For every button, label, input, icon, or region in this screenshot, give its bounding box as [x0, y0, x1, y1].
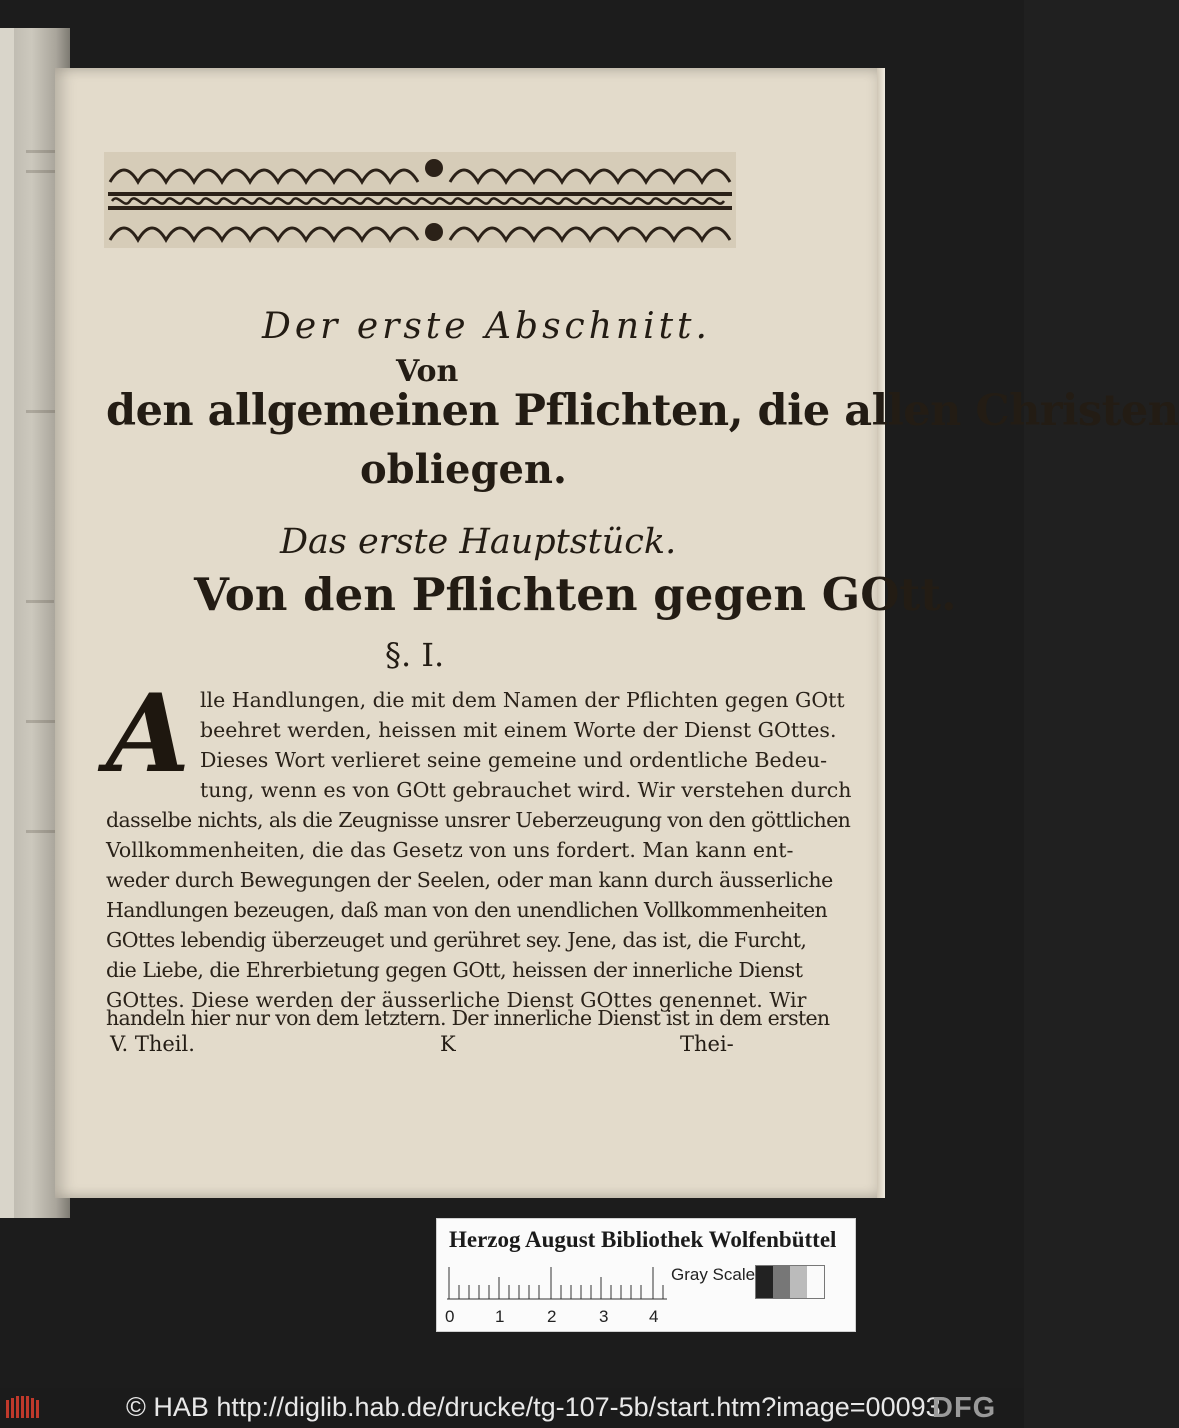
ruler-number: 0 [445, 1307, 455, 1326]
bleed-through-mark [26, 600, 54, 603]
signature-mark-volume: V. Theil. [110, 1032, 195, 1056]
drop-cap-initial: A [106, 671, 190, 797]
gray-scale-swatch [755, 1265, 825, 1299]
gray-scale-label: Gray Scale [671, 1265, 756, 1284]
heading-von: Von [396, 354, 459, 389]
page-edge [877, 68, 885, 1198]
body-line: Dieses Wort verlieret seine gemeine und ordentliche Bedeu- [200, 748, 828, 772]
body-line: weder durch Bewegungen der Seelen, oder man kann durch äusserliche [106, 868, 833, 892]
ruler-scale [447, 1263, 669, 1303]
signature-mark-letter: K [440, 1032, 456, 1056]
ruler-number: 4 [649, 1307, 659, 1326]
body-line: GOttes. Diese werden der äusserliche Dienst GOttes genennet. Wir [106, 988, 807, 1012]
body-line: GOttes lebendig überzeuget und gerühret sey. Jene, das ist, die Furcht, [106, 928, 807, 952]
ruler-number: 1 [495, 1307, 505, 1326]
ruler-number: 3 [599, 1307, 609, 1326]
hab-logo-icon [6, 1396, 42, 1420]
bleed-through-mark [26, 830, 56, 833]
chapter-title: Von den Pflichten gegen GOtt. [194, 568, 957, 621]
body-line: Handlungen bezeugen, daß man von den unendlichen Vollkommenheiten [106, 898, 828, 922]
adjacent-page-edge [0, 28, 14, 1218]
library-name: Herzog August Bibliothek Wolfenbüttel [449, 1227, 837, 1252]
body-line: dasselbe nichts, als die Zeugnisse unsrer Ueberzeugung von den göttlichen [106, 808, 851, 832]
main-heading-line-2: obliegen. [360, 446, 567, 493]
body-line: die Liebe, die Ehrerbietung gegen GOtt, heissen der innerliche Dienst [106, 958, 803, 982]
section-heading: Der erste Abschnitt. [262, 306, 711, 347]
dfg-logo: DFG [932, 1392, 997, 1424]
paragraph-mark: §. I. [385, 636, 445, 674]
decorative-ornament-band [104, 152, 736, 248]
ruler-number: 2 [547, 1307, 557, 1326]
library-label-card [436, 1218, 856, 1332]
catchword: Thei- [680, 1032, 734, 1056]
footer-bar [0, 1388, 1024, 1428]
body-line: tung, wenn es von GOtt gebrauchet wird. Wir verstehen durch [200, 778, 852, 802]
main-heading-line-1: den allgemeinen Pflichten, die allen Christen [106, 386, 1179, 436]
chapter-heading: Das erste Hauptstück. [280, 522, 677, 562]
body-line: Vollkommenheiten, die das Gesetz von uns fordert. Man kann ent- [106, 838, 794, 862]
copyright-link[interactable]: © HAB http://diglib.hab.de/drucke/tg-107-5b/start.htm?image=00093 [126, 1392, 941, 1422]
body-line: beehret werden, heissen mit einem Worte der Dienst GOttes. [200, 718, 837, 742]
body-line: lle Handlungen, die mit dem Namen der Pflichten gegen GOtt [200, 688, 845, 712]
body-line: handeln hier nur von dem letztern. Der innerliche Dienst ist in dem ersten [106, 1006, 830, 1030]
